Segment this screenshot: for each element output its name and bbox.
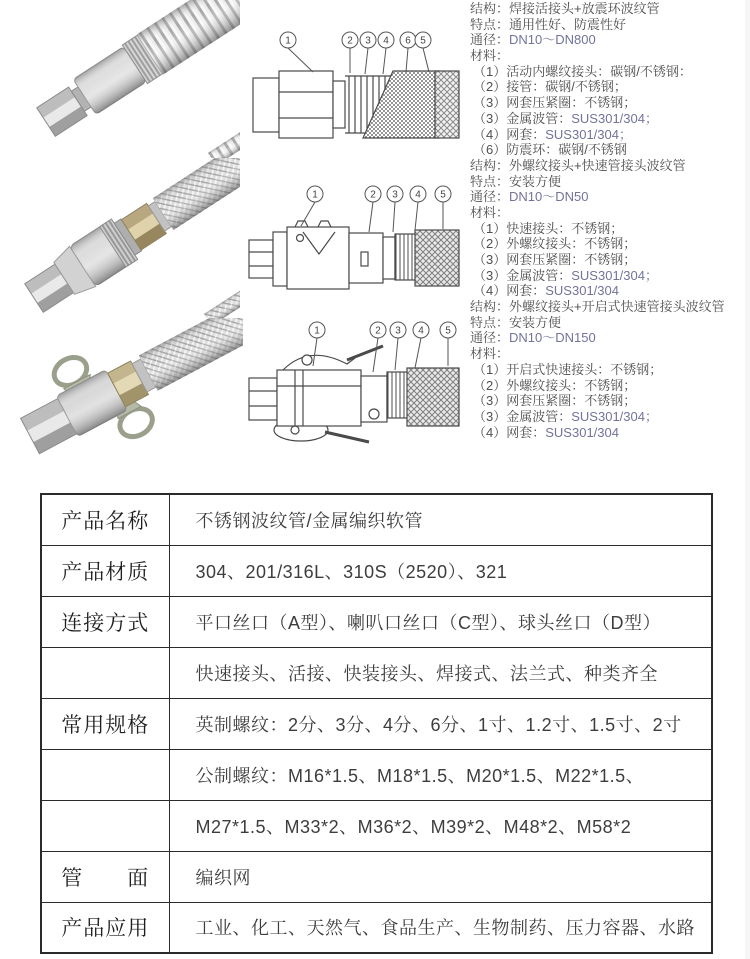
spec-line-value: 安装方便 (509, 314, 562, 330)
spec-line (470, 346, 750, 362)
spec-column (470, 1, 750, 440)
material-value: SUS301/304； (571, 267, 658, 283)
callout-leader-line (288, 48, 313, 72)
spec-line-value: 焊接活接头+放震环波纹管 (509, 1, 660, 16)
spec-line-value: 通用性好、防震性好 (509, 16, 627, 32)
product-spec-table-wrap (40, 493, 713, 954)
camlock-hose-image (0, 318, 246, 464)
table-row (41, 647, 712, 698)
callout-number: 2 (370, 189, 376, 201)
spec-line-value: 外螺纹接头+开启式快速管接头波纹管 (509, 299, 725, 315)
diagram-hex-end (249, 378, 277, 420)
spec-line-label: 通径： (470, 32, 510, 48)
material-name: 网套压紧圈： (506, 252, 585, 267)
corrugated-hose-image (0, 0, 240, 158)
spec-line-label: 通径： (470, 189, 510, 205)
welded-union-diagram (243, 26, 465, 156)
material-index: （2） (473, 377, 507, 393)
spec-line (470, 17, 750, 33)
spec-material-line (470, 111, 750, 127)
material-name: 金属波管： (506, 408, 572, 424)
section-diagram-camlock-coupling (243, 316, 465, 444)
table-row (41, 851, 712, 902)
callout-number: 5 (445, 325, 451, 337)
diagram-outer-braid (407, 368, 459, 426)
table-row-value: M27*1.5、M33*2、M36*2、M39*2、M48*2、M58*2 (169, 800, 712, 851)
diagram-cam-lever-top (283, 355, 355, 370)
spec-line-label: 通径： (470, 330, 510, 346)
diagram-outer-braid (435, 71, 459, 138)
product-spec-table (40, 493, 713, 954)
quick-coupling-hose-image (0, 158, 240, 318)
material-name: 开启式快速接头： (506, 361, 611, 377)
callout-leader-line (373, 338, 378, 372)
material-index: （3） (473, 95, 507, 111)
spec-line-value: DN10～DN800 (509, 32, 596, 48)
material-index: （2） (473, 79, 507, 95)
material-name: 防震环： (506, 142, 559, 158)
spec-material-line (470, 252, 750, 268)
diagram-callouts (301, 186, 451, 232)
product-photo-quick-coupling-hose (0, 158, 240, 318)
spec-line (470, 1, 750, 17)
material-value: SUS301/304 (545, 424, 619, 440)
table-row-value: 304、201/316L、310S（2520）、321 (169, 545, 712, 596)
callout-leader-line (365, 48, 368, 74)
table-row-label: 常用规格 (41, 698, 169, 749)
spec-line (470, 32, 750, 48)
material-index: （6） (473, 142, 507, 158)
material-name: 金属波管： (506, 267, 572, 283)
material-value: 不锈钢； (584, 95, 637, 111)
callout-leader-line (393, 202, 395, 232)
product-photo-camlock-hose (0, 318, 246, 464)
diagram-callouts (280, 32, 431, 74)
callout-number: 3 (365, 35, 371, 47)
spec-line (470, 330, 750, 346)
diagram-hex-body (279, 71, 333, 138)
material-index: （3） (473, 408, 507, 424)
table-row-label: 管 面 (41, 851, 169, 902)
diagram-mesh-sleeve (363, 71, 439, 138)
material-name: 网套： (506, 424, 546, 440)
table-row-value: 工业、化工、天然气、食品生产、生物制药、压力容器、水路 (169, 902, 712, 953)
spec-line-value: 外螺纹接头+快速管接头波纹管 (509, 157, 686, 173)
material-name: 网套压紧圈： (506, 393, 585, 409)
material-name: 网套压紧圈： (506, 95, 585, 111)
callout-number: 3 (395, 325, 401, 337)
quick-coupling-diagram (243, 180, 465, 308)
spec-line-value: DN10～DN50 (509, 189, 589, 205)
spec-section (470, 1, 750, 158)
table-row-label: 产品材质 (41, 545, 169, 596)
callout-leader-line (395, 338, 398, 370)
material-value: 碳钢/不锈钢： (610, 63, 692, 79)
spec-line-label: 特点： (470, 314, 510, 330)
material-index: （3） (473, 267, 507, 283)
callout-number: 5 (420, 35, 426, 47)
callout-number: 1 (314, 325, 320, 337)
spec-line (470, 174, 750, 190)
callout-number: 3 (392, 189, 398, 201)
callout-leader-line (301, 202, 315, 226)
spec-line (470, 48, 750, 64)
spec-line-label: 材料： (470, 346, 510, 362)
callout-number: 1 (285, 35, 291, 47)
diagram-lever-pivot (302, 355, 312, 365)
spec-line-label: 特点： (470, 173, 510, 189)
table-row-label (41, 749, 169, 800)
spec-material-line (470, 95, 750, 111)
material-index: （4） (473, 126, 507, 142)
material-index: （3） (473, 393, 507, 409)
spec-material-line (470, 236, 750, 252)
material-value: SUS301/304； (571, 408, 658, 424)
table-row (41, 494, 712, 545)
spec-material-line (470, 142, 750, 158)
material-name: 金属波管： (506, 110, 572, 126)
callout-number: 4 (415, 189, 421, 201)
spec-material-line (470, 221, 750, 237)
material-index: （3） (473, 110, 507, 126)
material-value: SUS301/304； (571, 110, 658, 126)
spec-material-line (470, 64, 750, 80)
page-edge-strip (745, 0, 750, 959)
material-value: 不锈钢； (584, 252, 637, 267)
table-row-value: 英制螺纹：2分、3分、4分、6分、1寸、1.2寸、1.5寸、2寸 (169, 698, 712, 749)
table-row-label: 产品应用 (41, 902, 169, 953)
table-row-value: 快速接头、活接、快装接头、焊接式、法兰式、种类齐全 (169, 647, 712, 698)
diagram-outer-braid (415, 230, 459, 286)
spec-material-line (470, 362, 750, 378)
spec-material-line (470, 425, 750, 441)
material-index: （1） (473, 361, 507, 377)
spec-line-label: 特点： (470, 16, 510, 32)
diagram-lever-handle-bottom (325, 432, 369, 442)
material-value: SUS301/304； (545, 126, 632, 142)
material-name: 活动内螺纹接头： (506, 63, 611, 79)
spec-line (470, 315, 750, 331)
material-index: （1） (473, 220, 507, 236)
material-value: 碳钢/不锈钢 (558, 142, 627, 158)
hose-fragment (208, 125, 240, 158)
material-index: （1） (473, 63, 507, 79)
callout-number: 4 (383, 35, 389, 47)
diagram-latch-tabs (295, 221, 331, 227)
product-spec-table-body (41, 494, 712, 953)
spec-material-line (470, 268, 750, 284)
diagram-lever-handle-top (347, 346, 383, 360)
material-name: 网套： (506, 283, 546, 299)
material-index: （4） (473, 424, 507, 440)
material-name: 网套： (506, 126, 546, 142)
table-row-value: 编织网 (169, 851, 712, 902)
material-index: （3） (473, 252, 507, 267)
spec-line-value: 安装方便 (509, 173, 562, 189)
callout-leader-line (406, 48, 408, 72)
material-name: 外螺纹接头： (506, 377, 585, 393)
spec-line-label: 材料： (470, 204, 510, 220)
section-diagram-quick-coupling (243, 180, 465, 308)
callout-number: 2 (347, 35, 353, 47)
diagram-tail (383, 237, 395, 279)
material-name: 快速接头： (506, 220, 572, 236)
spec-line-label: 材料： (470, 48, 510, 64)
table-row (41, 545, 712, 596)
spec-line-value: DN10～DN150 (509, 330, 596, 346)
section-diagram-welded-union (243, 26, 465, 156)
table-row-value: 平口丝口（A型）、喇叭口丝口（C型）、球头丝口（D型） (169, 596, 712, 647)
material-value: 碳钢/不锈钢； (545, 79, 627, 95)
spec-material-line (470, 283, 750, 299)
table-row-label: 产品名称 (41, 494, 169, 545)
spec-material-line (470, 393, 750, 409)
diagram-neck (333, 81, 345, 128)
diagram-collar (273, 232, 287, 286)
table-row (41, 749, 712, 800)
table-row-value: 不锈钢波纹管/金属编织软管 (169, 494, 712, 545)
spec-line (470, 299, 750, 315)
callout-number: 6 (405, 35, 411, 47)
spec-line (470, 205, 750, 221)
spec-material-line (470, 378, 750, 394)
callout-leader-line (415, 338, 421, 368)
material-value: SUS301/304 (545, 283, 619, 299)
diagram-coupling-body (277, 370, 361, 426)
callout-leader-line (415, 202, 418, 230)
material-name: 外螺纹接头： (506, 236, 585, 252)
callout-leader-line (369, 202, 373, 232)
callout-leader-line (383, 48, 386, 74)
table-row-label (41, 800, 169, 851)
callout-number: 4 (418, 325, 424, 337)
spec-section (470, 299, 750, 440)
table-row (41, 698, 712, 749)
table-row (41, 800, 712, 851)
hose-fragment (204, 288, 240, 318)
spec-line-label: 结构： (470, 1, 510, 16)
material-name: 接管： (506, 79, 546, 95)
spec-line-label: 结构： (470, 299, 510, 315)
table-row (41, 902, 712, 953)
diagram-crimp-ring (387, 372, 409, 418)
camlock-coupling-diagram (243, 316, 465, 444)
spec-section (470, 158, 750, 299)
material-index: （4） (473, 283, 507, 299)
diagram-end-cap (253, 78, 279, 132)
callout-leader-line (423, 48, 429, 72)
spec-line-label: 结构： (470, 157, 510, 173)
diagram-hex-end (249, 240, 273, 278)
diagram-crimp-ring (395, 234, 417, 280)
callout-number: 1 (312, 189, 318, 201)
material-value: 不锈钢； (584, 236, 637, 252)
spec-material-line (470, 409, 750, 425)
callout-number: 5 (440, 189, 446, 201)
spec-line (470, 189, 750, 205)
material-value: 不锈钢； (610, 361, 663, 377)
callout-number: 2 (375, 325, 381, 337)
spec-line (470, 158, 750, 174)
product-overview-section (0, 0, 750, 474)
spec-material-line (470, 79, 750, 95)
material-value: 不锈钢； (584, 393, 637, 409)
table-row (41, 596, 712, 647)
product-photo-corrugated-hose (0, 0, 240, 158)
table-row-label: 连接方式 (41, 596, 169, 647)
material-value: 不锈钢； (584, 377, 637, 393)
spec-material-line (470, 127, 750, 143)
table-row-label (41, 647, 169, 698)
table-row-value: 公制螺纹：M16*1.5、M18*1.5、M20*1.5、M22*1.5、 (169, 749, 712, 800)
material-index: （2） (473, 236, 507, 252)
material-value: 不锈钢； (571, 220, 624, 236)
